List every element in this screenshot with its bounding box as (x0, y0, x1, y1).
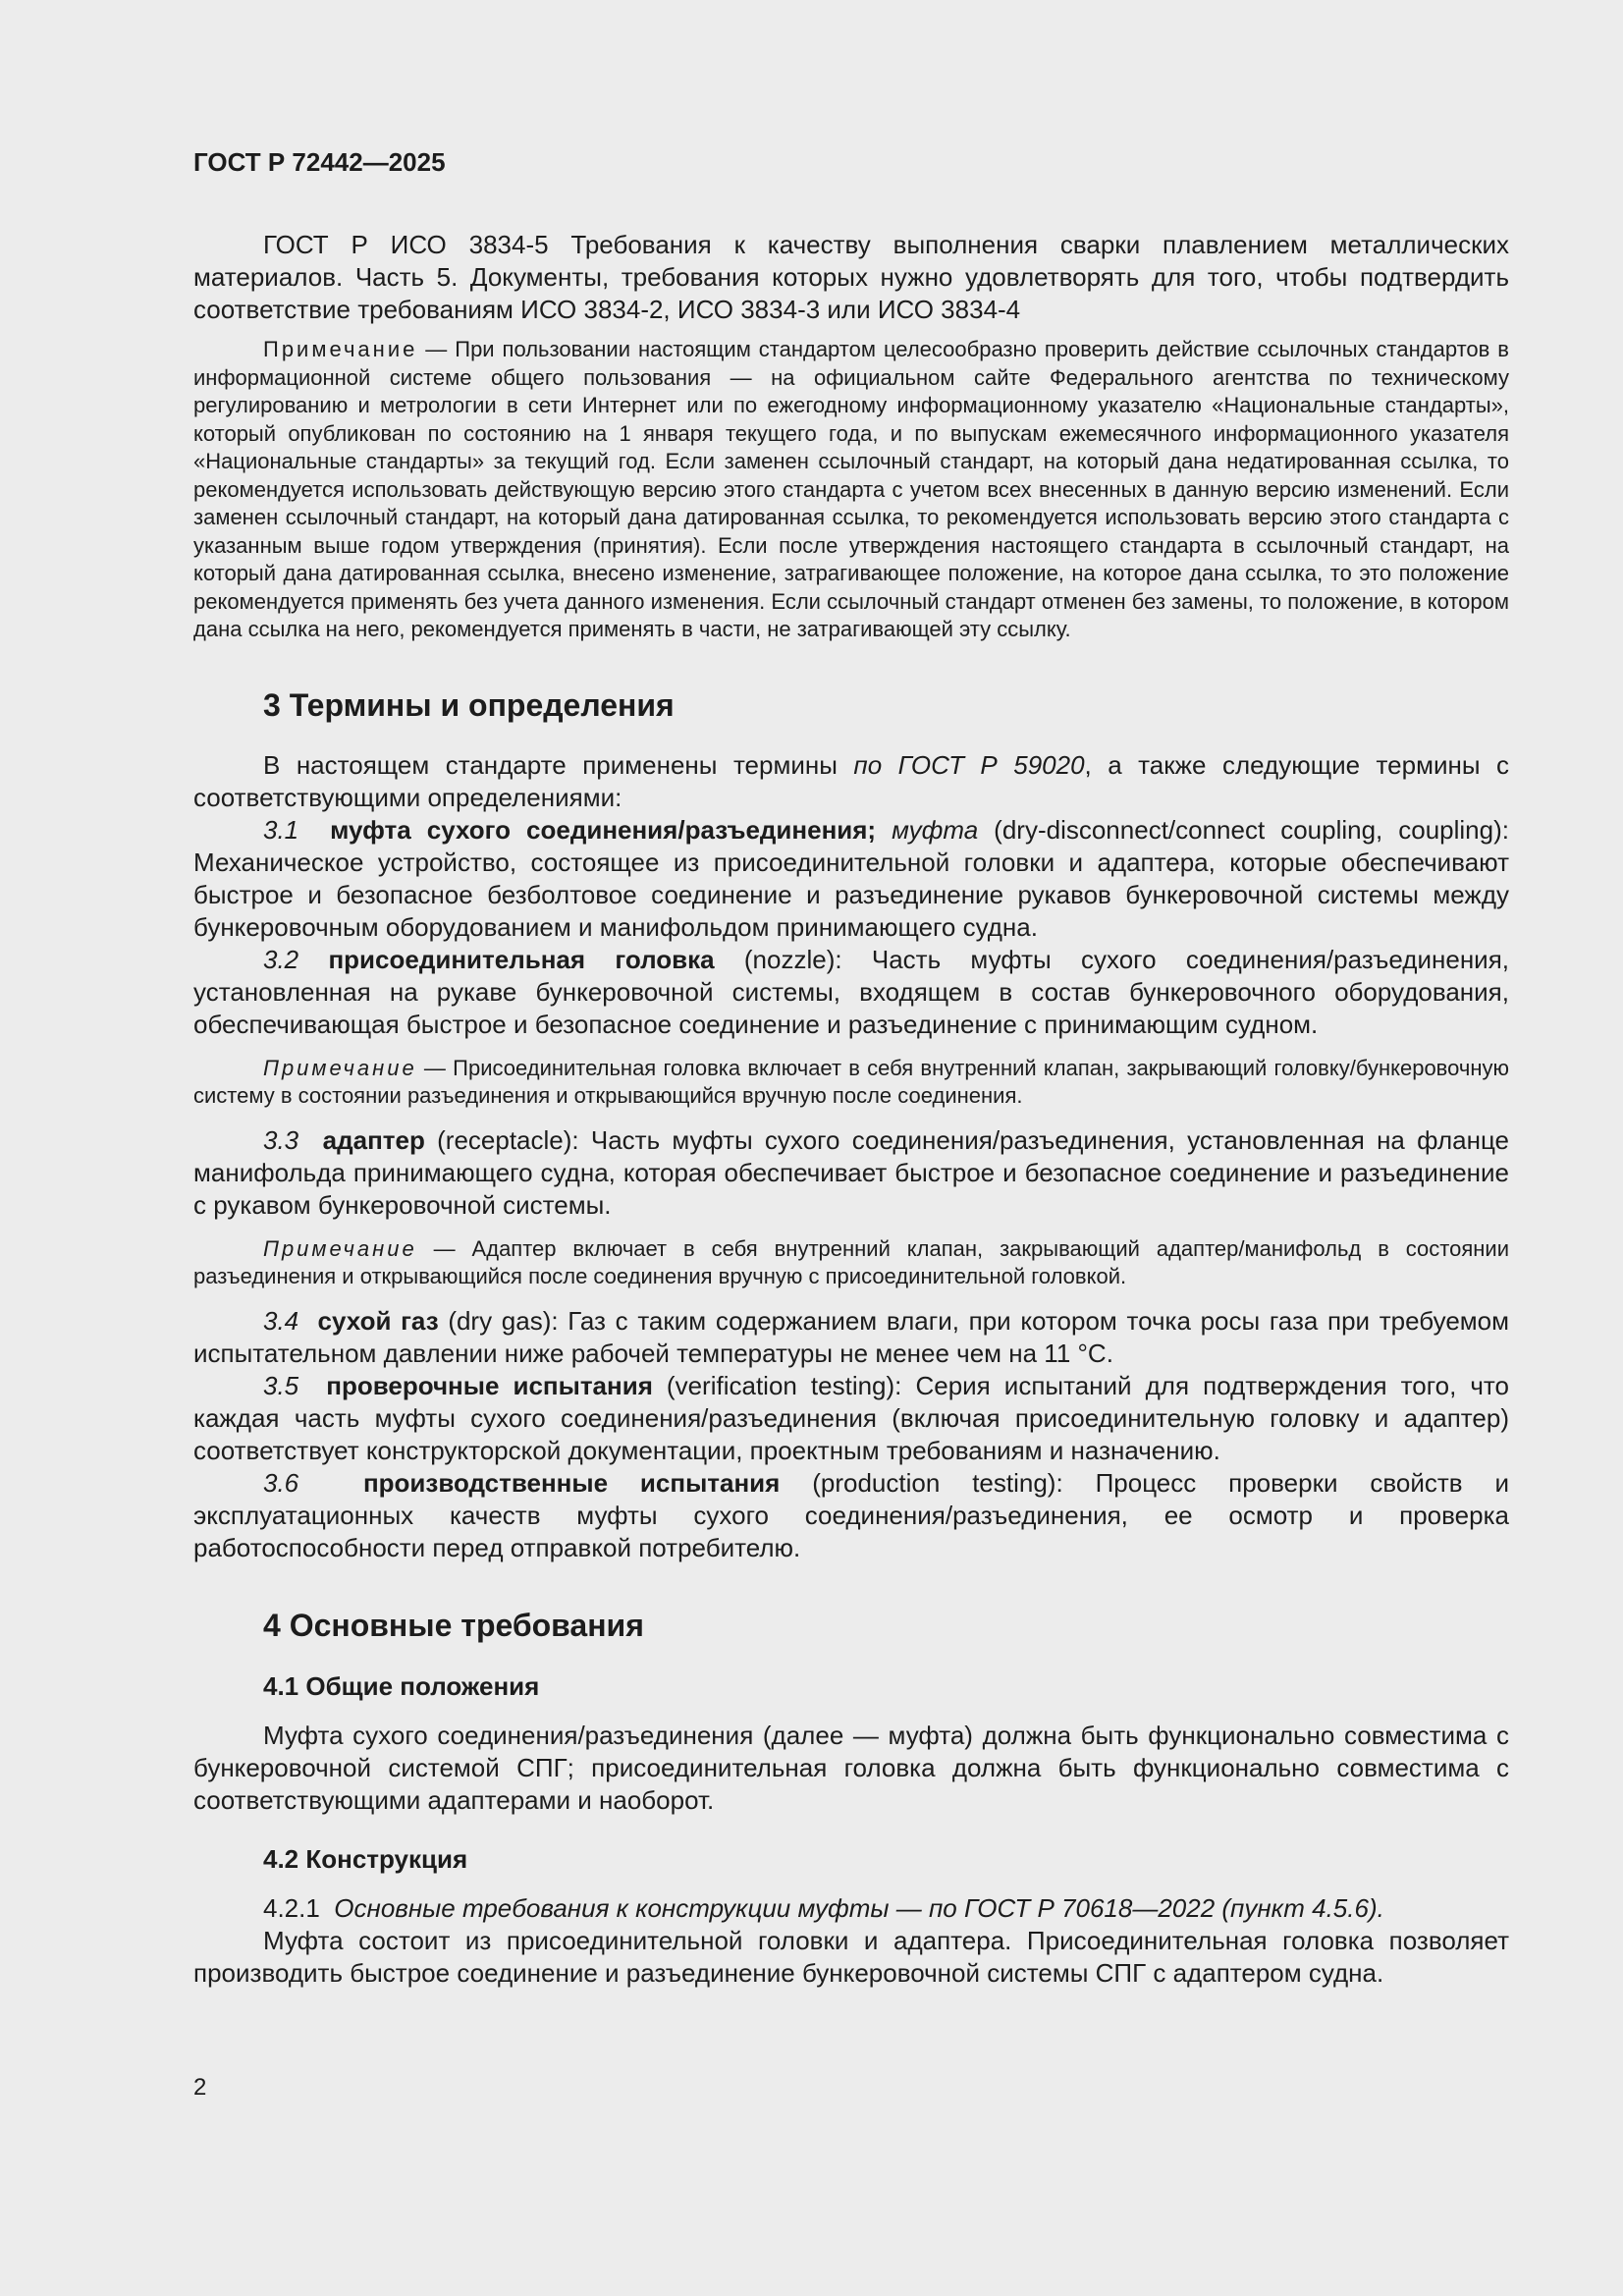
note-label: Примечание (263, 1235, 417, 1261)
term-3-3 (193, 1124, 1509, 1222)
term-definition: (dry gas): Газ с таким содержанием влаги, при котором точка росы газа при требуемом испытательном давлении ниже рабочей температуры не менее чем на 11 °C. (193, 1305, 1509, 1368)
term-name: сухой газ (317, 1305, 439, 1336)
term-name: присоединительная головка (328, 944, 715, 974)
note-3-3 (193, 1235, 1509, 1291)
term-3-4 (193, 1305, 1509, 1370)
reference-iso3834-5: ГОСТ Р ИСО 3834-5 Требования к качеству выполнения сварки плавлением металлических материалов. Часть 5. Документы, требования которых нужно удовлетворять для того, чтобы подтвердить соответствие требованиям ИСО 3834-2, ИСО 3834-3 или ИСО 3834-4 (193, 230, 1509, 324)
references-note (193, 336, 1509, 644)
term-number: 3.2 (263, 944, 299, 974)
note-text: — Присоединительная головка включает в себя внутренний клапан, закрывающий головку/бункеровочную систему в состоянии разъединения и открывающийся вручную после соединения. (193, 1055, 1509, 1108)
note-text: — Адаптер включает в себя внутренний клапан, закрывающий адаптер/манифольд в состоянии разъединения и открывающийся после соединения вручную с присоединительной головкой. (193, 1235, 1509, 1288)
term-number: 3.1 (263, 814, 299, 845)
note-3-2 (193, 1055, 1509, 1111)
document-header: ГОСТ Р 72442—2025 (193, 147, 446, 177)
document-page (193, 147, 1509, 1990)
term-name: производственные испытания (362, 1467, 781, 1498)
term-definition: (receptacle): Часть муфты сухого соединения/разъединения, установленная на фланце манифольда принимающего судна, которая обеспечивает быстрое и безопасное соединение и разъединение с рукавом бункеровочной системы. (193, 1124, 1510, 1220)
term-definition: (nozzle): Часть муфты сухого соединения/разъединения, установленная на рукаве бункеровочной системы, входящем в состав бункеровочного оборудования, обеспечивающая быстрое и безопасное соединение и разъединение с принимающим судном. (193, 944, 1509, 1039)
paragraph-text: Основные требования к конструкции муфты — по ГОСТ Р 70618—2022 (пункт 4.5.6). (334, 1892, 1384, 1923)
paragraph-4-2-1-body: Муфта состоит из присоединительной головки и адаптера. Присоединительная головка позволяет производить быстрое соединение и разъединение бункеровочной системы СПГ с адаптером судна. (193, 1925, 1509, 1988)
paragraph-4-2-1 (193, 1892, 1509, 1925)
note-text: — При пользовании настоящим стандартом целесообразно проверить действие ссылочных стандартов в информационной системе общего пользования — на официальном сайте Федерального агентства по техническому регулированию и метрологии в сети Интернет или по ежегодному информационному указателю «Национальные стандарты», который опубликован по состоянию на 1 января текущего года, и по выпускам ежемесячного информационного указателя «Национальные стандарты» за текущий год. Если заменен ссылочный стандарт, на который дана недатированная ссылка, то рекомендуется использовать действующую версию этого стандарта с учетом всех внесенных в данную версию изменений. Если заменен ссылочный стандарт, на который дана датированная ссылка, то рекомендуется использовать версию этого стандарта с указанным выше годом утверждения (принятия). Если после утверждения настоящего стандарта в ссылочный стандарт, на который дана датированная ссылка, внесено изменение, затрагивающее положение, на которое дана ссылка, то это положение рекомендуется применять без учета данного изменения. Если ссылочный стандарт отменен без замены, то положение, в котором дана ссылка на него, рекомендуется применять в части, не затрагивающей эту ссылку. (193, 337, 1509, 641)
section-3-heading: 3 Термины и определения (263, 686, 675, 723)
paragraph-number: 4.2.1 (263, 1892, 320, 1923)
term-name: проверочные испытания (326, 1370, 653, 1400)
term-definition: (production testing): Процесс проверки свойств и эксплуатационных качеств муфты сухого соединения/разъединения, ее осмотр и проверка работоспособности перед отправкой потребителю. (193, 1467, 1510, 1562)
term-3-2 (193, 944, 1509, 1041)
note-label: Примечание (263, 1055, 417, 1080)
intro-reference: по ГОСТ Р 59020 (853, 749, 1085, 780)
term-name: адаптер (322, 1124, 425, 1155)
subsection-4-1-heading: 4.1 Общие положения (263, 1670, 540, 1701)
term-definition: (dry-disconnect/connect coupling, coupling): Механическое устройство, состоящее из присоединительной головки и адаптера, которые обеспечивают быстрое и безопасное безболтовое соединение и разъединение рукавов бункеровочной системы между бункеровочным оборудованием и манифольдом принимающего судна. (193, 814, 1509, 942)
term-3-1 (193, 814, 1509, 944)
term-name: муфта сухого соединения/разъединения; (330, 814, 877, 845)
term-number: 3.5 (263, 1370, 299, 1400)
page-number: 2 (193, 2074, 207, 2101)
section-3-intro: В настоящем стандарте применены термины по ГОСТ Р 59020, а также следующие термины с соответствующими определениями: (193, 749, 1509, 812)
term-short-name: муфта (892, 814, 979, 845)
section-4-heading: 4 Основные требования (263, 1607, 644, 1643)
term-3-5 (193, 1370, 1509, 1467)
term-number: 3.3 (263, 1124, 299, 1155)
term-3-6 (193, 1467, 1509, 1564)
note-label: Примечание (263, 337, 418, 361)
term-number: 3.6 (263, 1467, 299, 1498)
subsection-4-2-heading: 4.2 Конструкция (263, 1843, 468, 1874)
term-definition: (verification testing): Серия испытаний для подтверждения того, что каждая часть муфты сухого соединения/разъединения (включая присоединительную головку и адаптер) соответствует конструкторской документации, проектным требованиям и назначению. (193, 1370, 1509, 1465)
term-number: 3.4 (263, 1305, 299, 1336)
subsection-4-1-text: Муфта сухого соединения/разъединения (далее — муфта) должна быть функционально совместима с бункеровочной системой СПГ; присоединительная головка должна быть функционально совместима с соответствующими адаптерами и наоборот. (193, 1720, 1509, 1815)
